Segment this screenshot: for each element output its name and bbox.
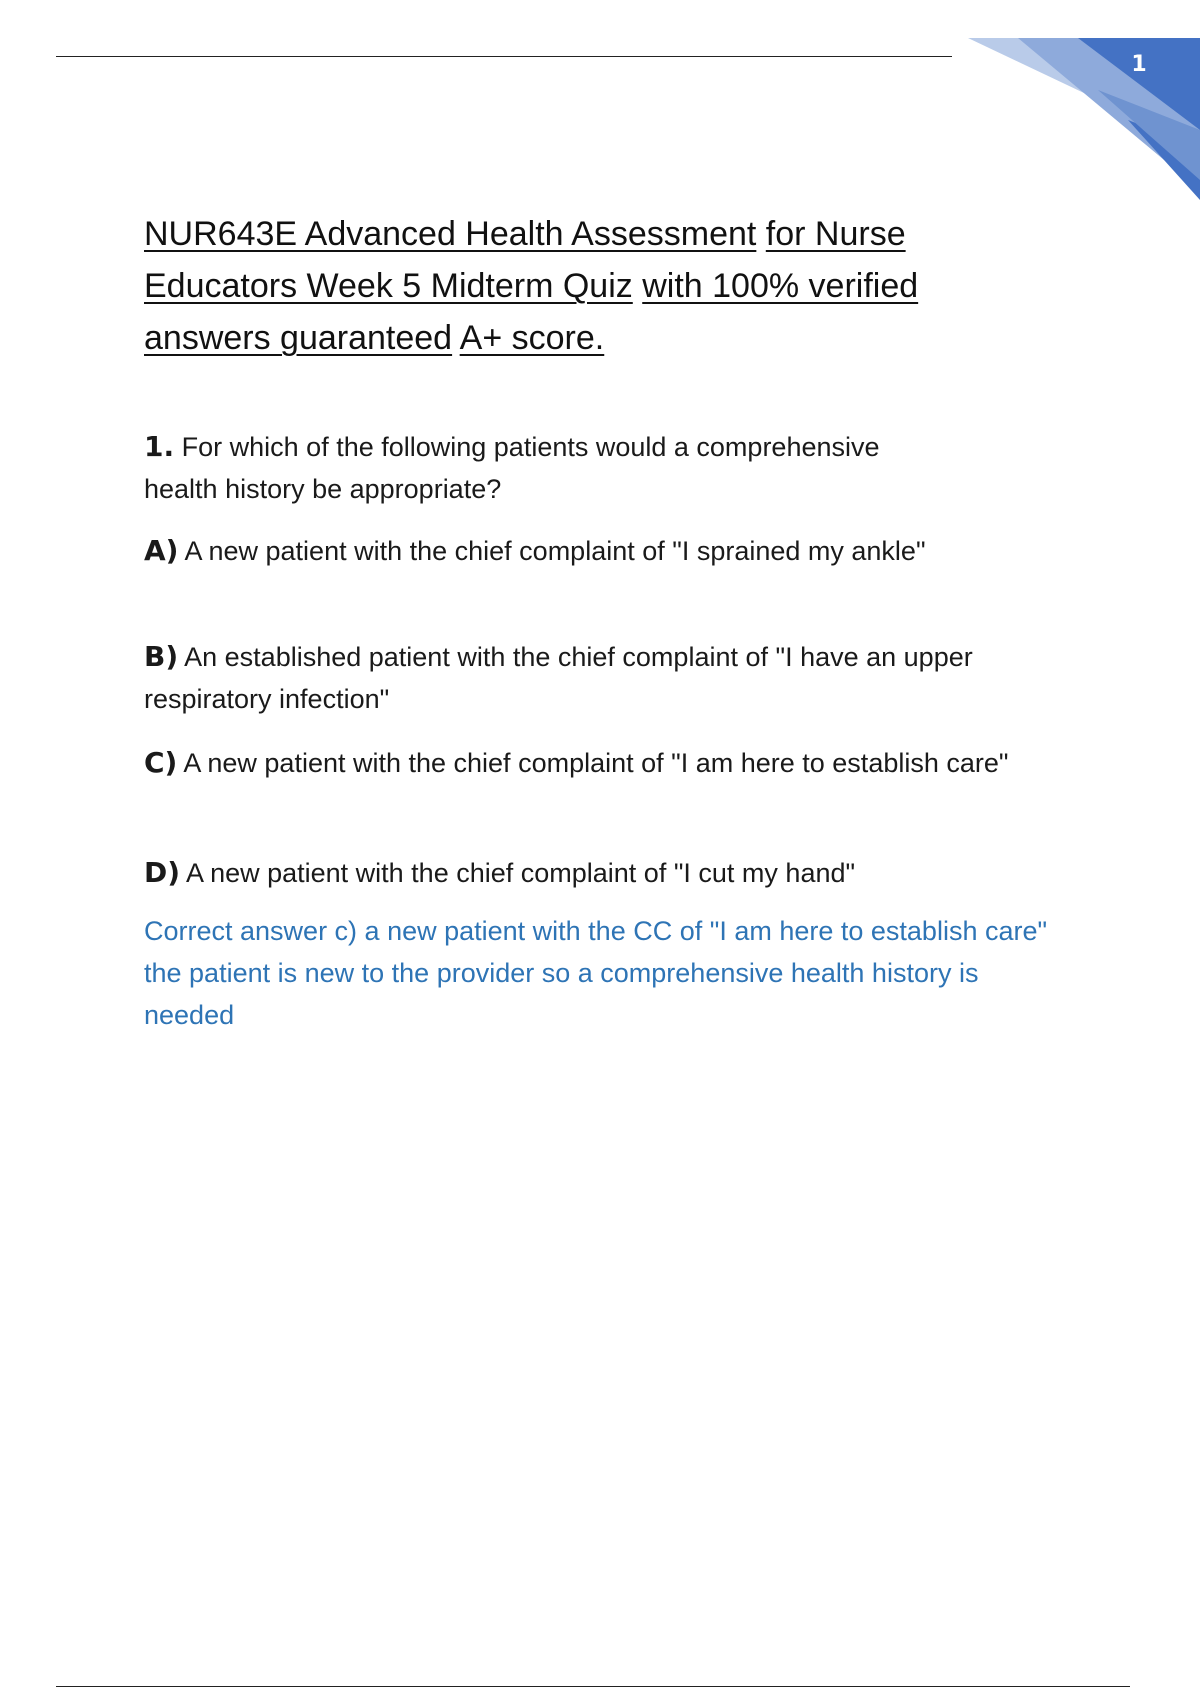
option-c xyxy=(144,742,1074,784)
header-rule xyxy=(56,56,952,57)
option-b xyxy=(144,636,1074,720)
option-letter: C) xyxy=(144,746,178,779)
option-text: A new patient with the chief complaint of "I cut my hand" xyxy=(186,858,856,888)
question-1 xyxy=(144,426,944,510)
correct-answer: Correct answer c) a new patient with the CC of "I am here to establish care" the patient is new to the provider so a comprehensive health history is needed xyxy=(144,916,1048,1030)
question-number: 1. xyxy=(144,430,175,463)
option-a xyxy=(144,530,1074,572)
footer-rule xyxy=(56,1686,1130,1687)
option-d xyxy=(144,852,1074,894)
option-letter: B) xyxy=(144,640,179,673)
page-number: 1 xyxy=(1131,52,1147,77)
option-text: An established patient with the chief complaint of "I have an upper respiratory infection" xyxy=(144,642,973,714)
title-part: with 100% verified answers guaranteed xyxy=(144,267,919,357)
title-part: for Nurse Educators Week 5 Midterm Quiz xyxy=(144,215,906,305)
option-letter: A) xyxy=(144,534,179,567)
page-corner-decoration xyxy=(958,30,1200,200)
document-title xyxy=(144,208,1024,364)
option-text: A new patient with the chief complaint of "I am here to establish care" xyxy=(183,748,1009,778)
title-part: NUR643E Advanced Health Assessment xyxy=(144,215,757,253)
option-text: A new patient with the chief complaint of "I sprained my ankle" xyxy=(184,536,926,566)
question-text: For which of the following patients would a comprehensive health history be appropriate? xyxy=(144,432,880,504)
option-letter: D) xyxy=(144,856,181,889)
title-part: A+ score. xyxy=(459,319,605,357)
